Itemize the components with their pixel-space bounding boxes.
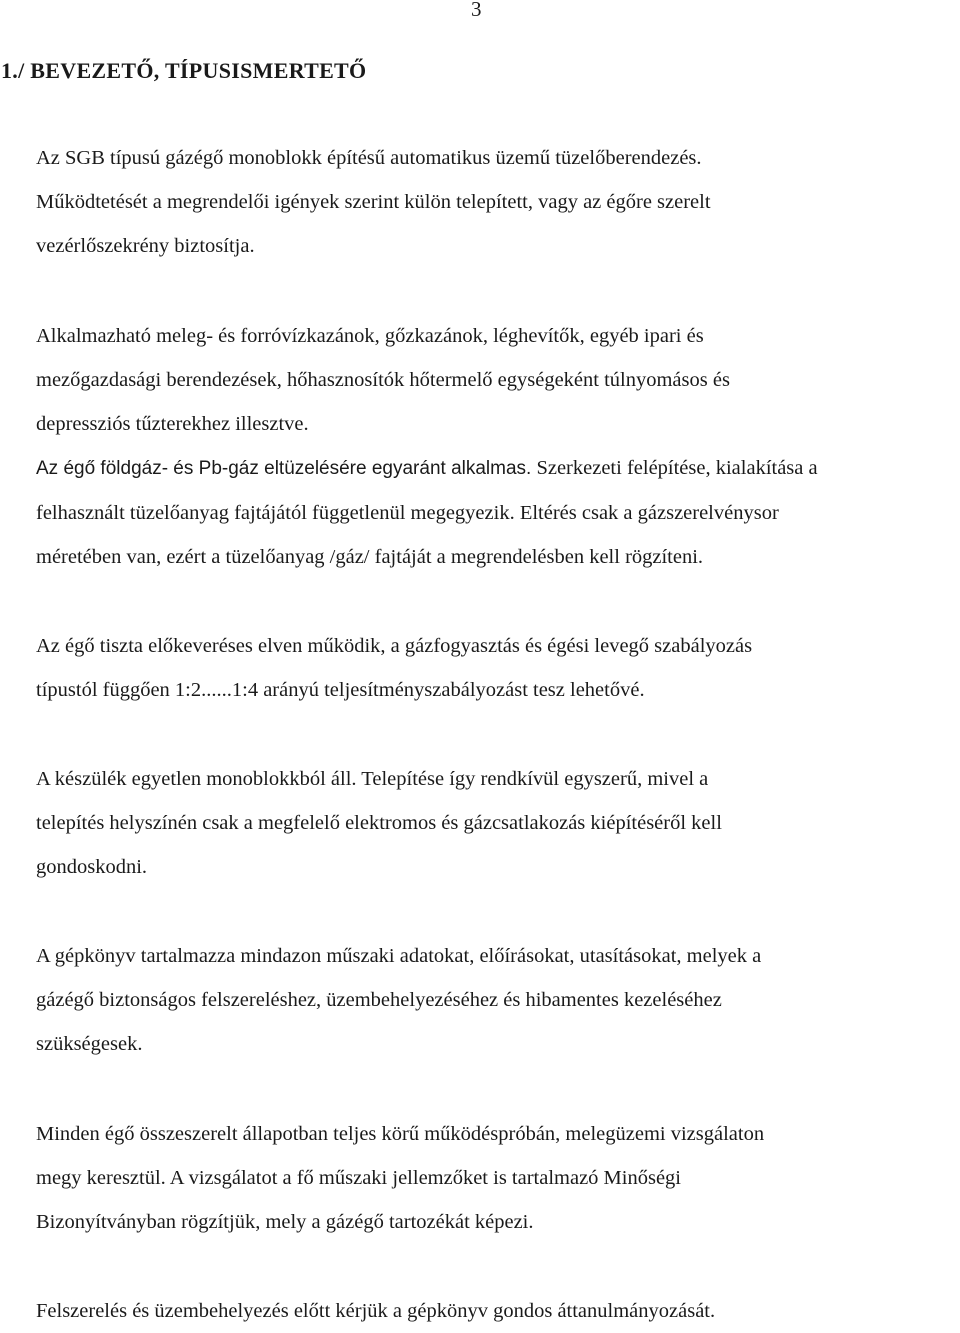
paragraph-installation	[36, 757, 952, 889]
text-segment-sans: Az égő földgáz- és Pb-gáz eltüzelésére egyaránt alkalmas.	[36, 458, 532, 479]
text-line: szükségesek.	[36, 1033, 143, 1055]
paragraph-fuel	[36, 446, 952, 579]
text-line	[36, 446, 952, 491]
text-line: típustól függően 1:2......1:4 arányú teljesítményszabályozást tesz lehetővé.	[36, 679, 645, 701]
text-line: gondoskodni.	[36, 856, 148, 878]
page-number: 3	[471, 0, 482, 21]
text-line: megy keresztül. A vizsgálatot a fő műszaki jellemzőket is tartalmazó Minőségi	[36, 1167, 681, 1189]
text-line: Minden égő összeszerelt állapotban teljes körű működéspróbán, melegüzemi vizsgálaton	[36, 1123, 765, 1145]
text-line: vezérlőszekrény biztosítja.	[36, 235, 255, 257]
text-line: Az SGB típusú gázégő monoblokk építésű automatikus üzemű tüzelőberendezés.	[36, 147, 702, 169]
paragraph-closing	[36, 1289, 952, 1333]
text-line: telepítés helyszínén csak a megfelelő elektromos és gázcsatlakozás kiépítéséről kell	[36, 812, 722, 834]
text-segment-serif: Szerkezeti felépítése, kialakítása a	[531, 457, 818, 479]
text-line: Alkalmazható meleg- és forróvízkazánok, gőzkazánok, léghevítők, egyéb ipari és	[36, 325, 704, 347]
text-line: méretében van, ezért a tüzelőanyag /gáz/ fajtáját a megrendelésben kell rögzíteni.	[36, 546, 704, 568]
paragraph-testing	[36, 1112, 952, 1244]
text-line: mezőgazdasági berendezések, hőhasznosítók hőtermelő egységeként túlnyomásos és	[36, 369, 730, 391]
section-heading: 1./ BEVEZETŐ, TÍPUSISMERTETŐ	[1, 58, 367, 83]
text-line: Működtetését a megrendelői igények szerint külön telepített, vagy az égőre szerelt	[36, 191, 711, 213]
paragraph-applications	[36, 314, 952, 446]
text-line: felhasznált tüzelőanyag fajtájától függetlenül megegyezik. Eltérés csak a gázszerelvénysor	[36, 502, 779, 524]
text-line: A gépkönyv tartalmazza mindazon műszaki adatokat, előírásokat, utasításokat, melyek a	[36, 945, 762, 967]
paragraph-operation	[36, 624, 952, 712]
text-line: Bizonyítványban rögzítjük, mely a gázégő tartozékát képezi.	[36, 1211, 534, 1233]
text-line: Az égő tiszta előkeveréses elven működik, a gázfogyasztás és égési levegő szabályozás	[36, 635, 753, 657]
paragraph-manual	[36, 934, 952, 1066]
text-line: Felszerelés és üzembehelyezés előtt kérjük a gépkönyv gondos áttanulmányozását.	[36, 1300, 716, 1322]
text-line: depressziós tűzterekhez illesztve.	[36, 413, 309, 435]
paragraph-intro	[36, 136, 952, 268]
text-line: gázégő biztonságos felszereléshez, üzembehelyezéséhez és hibamentes kezeléséhez	[36, 989, 722, 1011]
text-line: A készülék egyetlen monoblokkból áll. Telepítése így rendkívül egyszerű, mivel a	[36, 768, 709, 790]
